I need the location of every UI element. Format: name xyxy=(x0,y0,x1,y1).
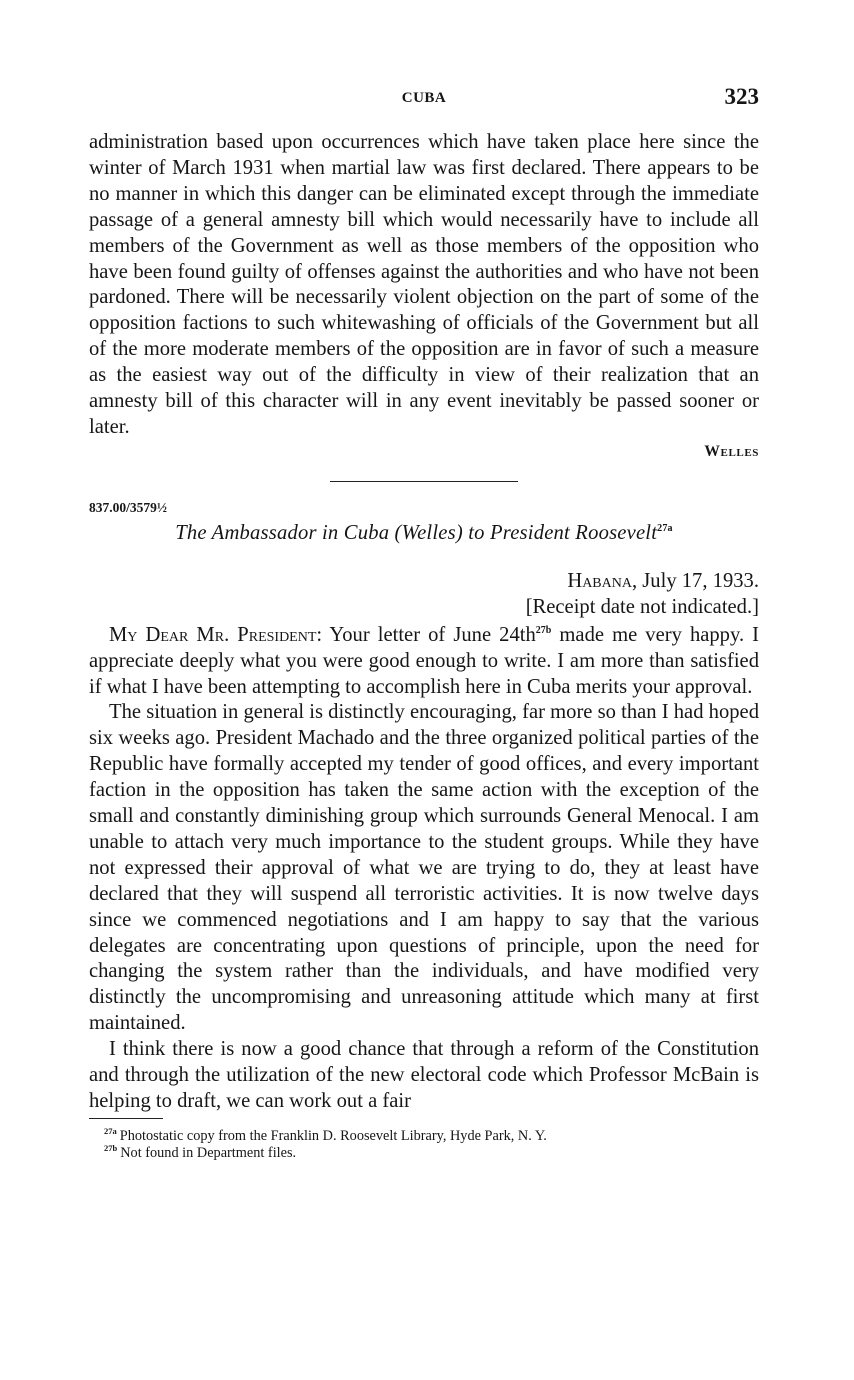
footnote-27b xyxy=(104,1145,759,1162)
letter-paragraph-1 xyxy=(89,623,759,701)
dateline-date: , July 17, 1933. xyxy=(631,569,759,592)
signature xyxy=(89,443,759,465)
footnote-mark: 27a xyxy=(104,1126,117,1137)
footnote-mark: 27b xyxy=(104,1143,118,1154)
footnote-rule xyxy=(89,1118,163,1119)
document-page xyxy=(89,84,759,1162)
dateline-place: Habana xyxy=(567,569,632,592)
dateline xyxy=(89,569,759,595)
signature-name: Welles xyxy=(704,442,759,460)
footnote-27a xyxy=(104,1128,759,1145)
salutation: My Dear Mr. President xyxy=(109,623,317,646)
running-header xyxy=(89,84,759,114)
paragraph-1-part-a: : Your letter of June 24th xyxy=(316,623,536,646)
continuation-paragraph: administration based upon occurrences which have taken place here since the winter of March 1931 when martial law was first declared. There appears to be no manner in which this danger can be eliminated except through the immediate passage of a general amnesty bill which would necessarily have to include all members of the Government as well as those members of the opposition who have been found guilty of offenses against the authorities and who have not been pardoned. There will be necessarily violent objection on the part of some of the opposition factions to such whitewashing of officials of the Government but all of the more moderate members of the opposition are in favor of such a measure as the easiest way out of the difficulty in view of their realization that an amnesty bill of this character will in any event inevitably be passed sooner or later. xyxy=(89,131,759,438)
section-separator xyxy=(330,481,518,482)
document-heading-text: The Ambassador in Cuba (Welles) to President Roosevelt xyxy=(175,521,658,544)
running-title: CUBA xyxy=(401,90,447,106)
footnote-text: Photostatic copy from the Franklin D. Roosevelt Library, Hyde Park, N. Y. xyxy=(119,1127,547,1144)
document-heading xyxy=(89,522,759,545)
page-number: 323 xyxy=(724,84,759,109)
paragraph-1-part-b: made me very happy. I appreciate deeply what you were good enough to write. I am more than satisfied if what I have been attempting to accomplish here in Cuba merits your approval. xyxy=(89,623,760,698)
footnotes xyxy=(89,1128,759,1162)
letter-paragraph-3: I think there is now a good chance that through a reform of the Constitution and through the utilization of the new electoral code which Professor McBain is helping to draft, we can work out a fair xyxy=(89,1038,759,1112)
letter-paragraph-2: The situation in general is distinctly encouraging, far more so than I had hoped six weeks ago. President Machado and the three organized political parties of the Republic have formally accepted my tender of good offices, and every important faction in the opposition has taken the same action with the exception of the small and constantly diminishing group which surrounds General Menocal. I am unable to attach very much importance to the student groups. While they have not expressed their approval of what we are trying to do, they at least have declared that they will suspend all terroristic activities. It is now twelve days since we commenced negotiations and I am happy to say that the various delegates are concentrating upon questions of principle, upon the need for changing the system rather than the individuals, and have modified very distinctly the uncompromising and unreasoning attitude which many at first maintained. xyxy=(89,701,759,1035)
footnote-ref-27b: 27b xyxy=(535,624,552,636)
footnote-text: Not found in Department files. xyxy=(120,1144,297,1161)
receipt-note: [Receipt date not indicated.] xyxy=(525,595,759,618)
footnote-ref-27a: 27a xyxy=(657,523,673,535)
file-number: 837.00/3579½ xyxy=(89,499,168,515)
